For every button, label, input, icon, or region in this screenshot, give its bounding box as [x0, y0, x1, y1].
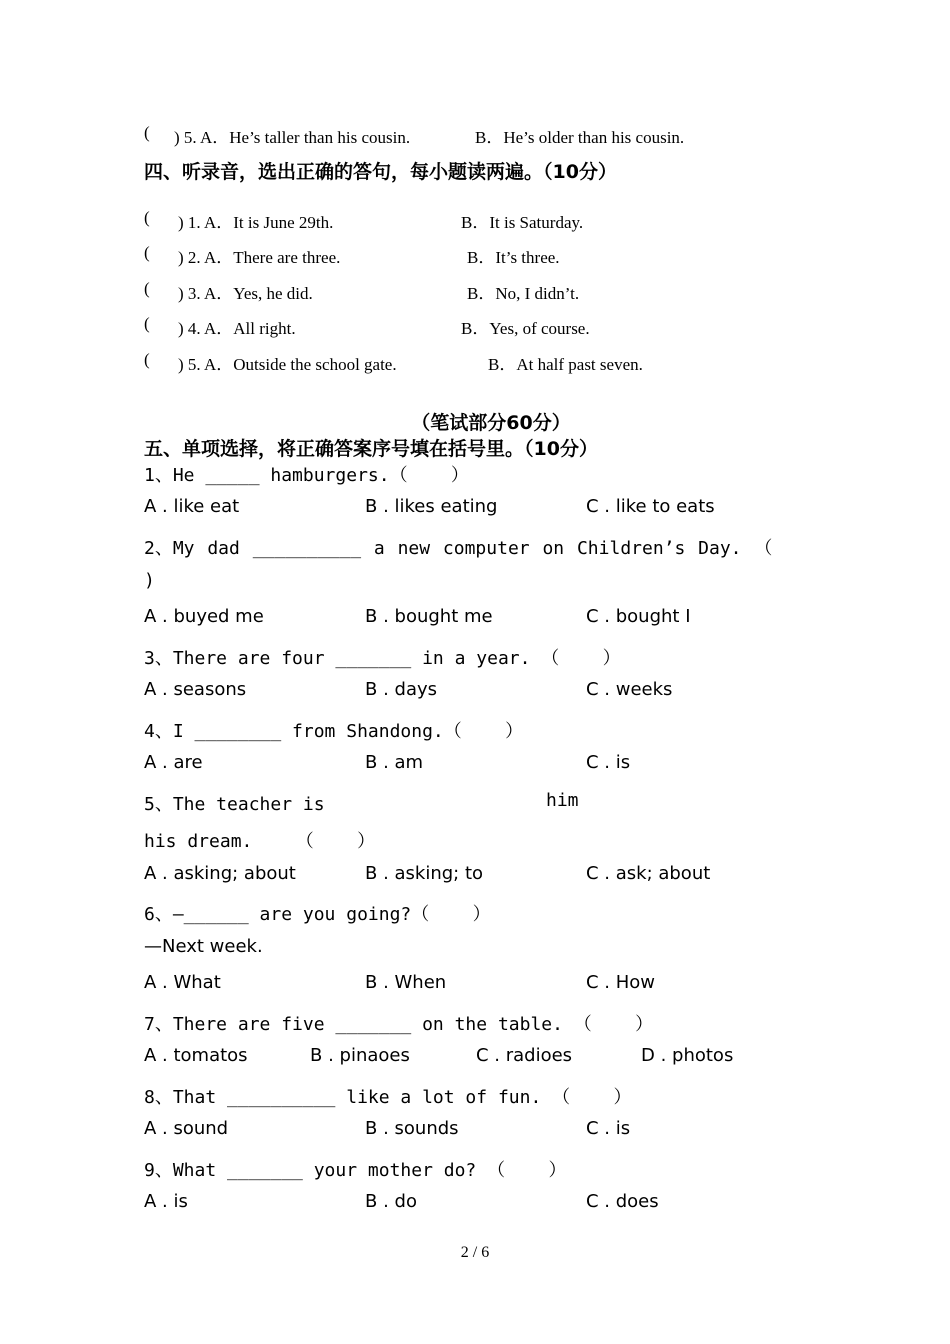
section-5-heading: 五、单项选择，将正确答案序号填在括号里。（10分）	[144, 438, 598, 460]
s4-item-4-option-b: B．Yes, of course.	[461, 319, 590, 338]
question-6-stem: 6、—______ are you going?（ ）	[144, 904, 491, 925]
q5-option-a: A . asking; about	[144, 863, 296, 884]
q9-option-a: A . is	[144, 1191, 188, 1212]
paren-open: (	[144, 123, 150, 142]
question-7-stem: 7、There are five _______ on the table. （ ）	[144, 1014, 654, 1035]
q1-option-c: C . like to eats	[586, 496, 715, 517]
q9-option-b: B . do	[365, 1191, 417, 1212]
question-5-stem-cont: his dream. （ ）	[144, 831, 376, 852]
s4-item-4-paren: (	[144, 314, 150, 333]
question-2-stem: 2、My dad __________ a new computer on Children’s Day. （	[144, 538, 773, 559]
s4-item-3-option-a: ) 3. A．Yes, he did.	[178, 284, 313, 303]
s4-item-5-paren: (	[144, 350, 150, 369]
q9-option-c: C . does	[586, 1191, 659, 1212]
q1-option-b: B . likes eating	[365, 496, 498, 517]
s4-item-1-option-b: B．It is Saturday.	[461, 213, 584, 232]
prev-item-option-b: B．He’s older than his cousin.	[475, 128, 685, 147]
s4-item-2-paren: (	[144, 243, 150, 262]
q7-option-d: D . photos	[641, 1045, 734, 1066]
section-4-heading: 四、听录音，选出正确的答句，每小题读两遍。（10分）	[144, 161, 617, 183]
s4-item-2-option-b: B．It’s three.	[467, 248, 560, 267]
q7-option-a: A . tomatos	[144, 1045, 248, 1066]
s4-item-4-option-a: ) 4. A．All right.	[178, 319, 296, 338]
question-4-stem: 4、I ________ from Shandong.（ ）	[144, 721, 524, 742]
s4-item-1-paren: (	[144, 208, 150, 227]
q8-option-b: B . sounds	[365, 1118, 459, 1139]
s4-item-2-option-a: ) 2. A．There are three.	[178, 248, 341, 267]
q5-option-b: B . asking; to	[365, 863, 484, 884]
q7-option-c: C . radioes	[476, 1045, 573, 1066]
q3-option-b: B . days	[365, 679, 437, 700]
s4-item-1-option-a: ) 1. A．It is June 29th.	[178, 213, 334, 232]
question-9-stem: 9、What _______ your mother do? （ ）	[144, 1160, 567, 1181]
q3-option-a: A . seasons	[144, 679, 247, 700]
question-8-stem: 8、That __________ like a lot of fun. （ ）	[144, 1087, 632, 1108]
q2-option-c: C . bought I	[586, 606, 691, 627]
question-1-stem: 1、He _____ hamburgers.（ ）	[144, 465, 469, 486]
question-5-stem-mid: him	[546, 790, 579, 811]
q4-option-b: B . am	[365, 752, 424, 773]
question-6-reply: —Next week.	[144, 936, 263, 957]
prev-item-option-a: ) 5. A．He’s taller than his cousin.	[174, 128, 411, 147]
q6-option-a: A . What	[144, 972, 221, 993]
q5-option-c: C . ask; about	[586, 863, 711, 884]
question-5-stem: 5、The teacher is	[144, 794, 325, 815]
written-part-title: （笔试部分60分）	[411, 412, 571, 434]
q2-option-a: A . buyed me	[144, 606, 264, 627]
s4-item-5-option-a: ) 5. A．Outside the school gate.	[178, 355, 397, 374]
page-number: 2 / 6	[460, 1244, 490, 1261]
s4-item-5-option-b: B．At half past seven.	[488, 355, 643, 374]
q8-option-c: C . is	[586, 1118, 631, 1139]
q6-option-c: C . How	[586, 972, 656, 993]
q4-option-c: C . is	[586, 752, 631, 773]
question-2-stem-cont: )	[144, 570, 155, 591]
q4-option-a: A . are	[144, 752, 203, 773]
q2-option-b: B . bought me	[365, 606, 493, 627]
q8-option-a: A . sound	[144, 1118, 229, 1139]
s4-item-3-option-b: B．No, I didn’t.	[467, 284, 580, 303]
question-3-stem: 3、There are four _______ in a year. （ ）	[144, 648, 621, 669]
q1-option-a: A . like eat	[144, 496, 240, 517]
q6-option-b: B . When	[365, 972, 447, 993]
q7-option-b: B . pinaoes	[310, 1045, 410, 1066]
s4-item-3-paren: (	[144, 279, 150, 298]
q3-option-c: C . weeks	[586, 679, 673, 700]
